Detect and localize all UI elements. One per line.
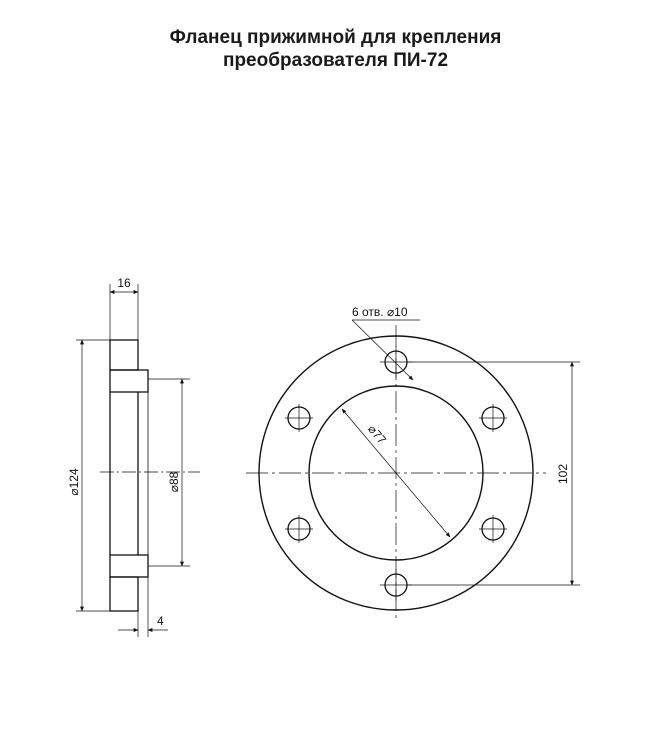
section-bottom-hatch [110, 577, 138, 611]
side-section-view [67, 276, 200, 637]
holes-leader-line [352, 320, 413, 380]
front-view [246, 305, 580, 622]
dim-thickness-label: 16 [117, 276, 131, 290]
title-line-1: Фланец прижимной для крепления [169, 27, 502, 48]
dim-step-depth-label: 4 [157, 614, 164, 628]
section-bottom-step-hatch [110, 555, 148, 577]
section-top-hatch [110, 340, 138, 370]
dim-bore-diameter-label: ⌀77 [365, 422, 390, 447]
title-line-2: преобразователя ПИ-72 [222, 50, 449, 71]
dim-hole-spacing-label: 102 [556, 463, 570, 485]
section-top-step-hatch [110, 370, 148, 392]
holes-callout-label: 6 отв. ⌀10 [352, 305, 408, 319]
dim-inner-diameter-label: ⌀88 [167, 471, 181, 493]
dim-outer-diameter-label: ⌀124 [67, 468, 81, 496]
